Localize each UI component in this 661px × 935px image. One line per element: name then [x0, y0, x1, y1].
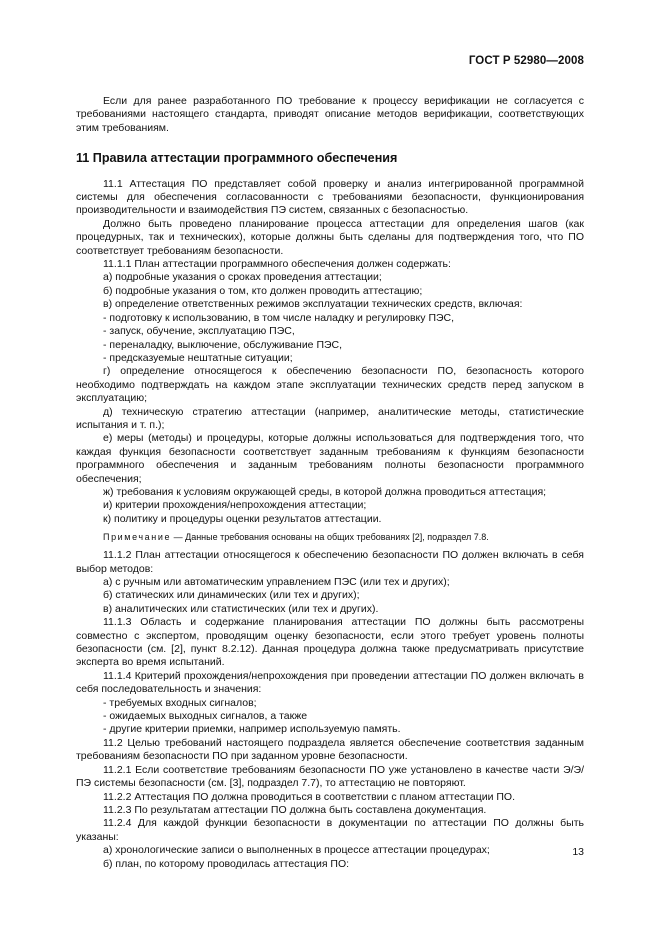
list-item: в) определение ответственных режимов эксплуатации технических средств, включая:: [103, 298, 523, 311]
list-item: б) статических или динамических (или тех и других);: [103, 589, 360, 602]
list-item: - подготовку к использованию, в том числе наладку и регулировку ПЭС,: [103, 311, 455, 324]
note-text: — Данные требования основаны на общих требованиях [2], подраздел 7.8.: [171, 532, 489, 543]
list-item: - ожидаемых выходных сигналов, а также: [103, 710, 308, 723]
page-number: 13: [572, 846, 584, 858]
paragraph: 11.2 Целью требований настоящего подраздела является обеспечение соответствия заданным требованиям безопасности ПО при заданном уровне безопасности.: [76, 736, 584, 763]
standard-header: ГОСТ Р 52980—2008: [468, 55, 584, 67]
paragraph: 11.1 Аттестация ПО представляет собой проверку и анализ интегрированной программной системы для обеспечения согласованности с требованиями безопасности, функционирования производительности и взаимодействия ПЭ систем, связанных с безопасностью.: [76, 177, 584, 217]
paragraph: 11.1.1 План аттестации программного обеспечения должен содержать:: [103, 258, 451, 271]
list-item: к) политику и процедуры оценки результатов аттестации.: [103, 512, 382, 525]
paragraph: 11.1.2 План аттестации относящегося к обеспечению безопасности ПО должен включать в себя выбор методов:: [76, 549, 584, 575]
section-title: 11 Правила аттестации программного обеспечения: [76, 151, 398, 166]
paragraph: 11.2.3 По результатам аттестации ПО должна быть составлена документация.: [103, 803, 487, 816]
list-item: е) меры (методы) и процедуры, которые должны использоваться для подтверждения того, что каждая функция безопасности соответствует заданным требованиям к функциям безопасности программного обеспечения и заданным требованиям полноты безопасности программного обеспечения;: [76, 432, 584, 485]
list-item: - запуск, обучение, эксплуатацию ПЭС,: [103, 325, 295, 338]
list-item: - другие критерии приемки, например используемую память.: [103, 723, 401, 736]
list-item: ж) требования к условиям окружающей среды, в которой должна проводиться аттестация;: [103, 485, 547, 498]
list-item: в) аналитических или статистических (или тех и других).: [103, 602, 379, 615]
paragraph: Должно быть проведено планирование процесса аттестации для определения шагов (как процедурных, так и технических), которые должны быть сделаны для подтверждения того, что ПО соответствует требованиям безопасности.: [76, 217, 584, 257]
list-item: д) техническую стратегию аттестации (например, аналитические методы, статистические испытания и т. п.);: [76, 405, 584, 431]
note: [76, 531, 584, 543]
list-item: и) критерии прохождения/непрохождения аттестации;: [103, 499, 367, 512]
list-item: б) подробные указания о том, кто должен проводить аттестацию;: [103, 284, 423, 297]
paragraph: 11.1.4 Критерий прохождения/непрохождения при проведении аттестации ПО должен включать в себя последовательность и значения:: [76, 669, 584, 696]
paragraph: 11.2.1 Если соответствие требованиям безопасности ПО уже установлено в качестве части Э/Э/ПЭ системы безопасности (см. [3], подраздел 7.7), то аттестацию не повторяют.: [76, 763, 584, 790]
list-item: - предсказуемые нештатные ситуации;: [103, 351, 293, 364]
list-item: - переналадку, выключение, обслуживание ПЭС,: [103, 338, 343, 351]
paragraph: 11.2.2 Аттестация ПО должна проводиться в соответствии с планом аттестации ПО.: [103, 790, 516, 803]
list-item: а) с ручным или автоматическим управлением ПЭС (или тех и других);: [103, 576, 450, 588]
intro-paragraph: Если для ранее разработанного ПО требование к процессу верификации не согласуется с требованиями настоящего стандарта, приводят описание методов верификации, соответствующих этим требованиям.: [76, 95, 584, 134]
paragraph: 11.2.4 Для каждой функции безопасности в документации по аттестации ПО должны быть указаны:: [76, 817, 584, 843]
list-item: а) подробные указания о сроках проведения аттестации;: [103, 271, 382, 284]
list-item: - требуемых входных сигналов;: [103, 696, 257, 709]
paragraph: 11.1.3 Область и содержание планирования аттестации ПО должны быть рассмотрены совместно с экспертом, проводящим оценку безопасности, если этого требует уровень полноты безопасности (см. [2], пункт 8.2.12). Данная процедура должна также предусматривать присутствие эксперта во время испытаний.: [76, 616, 584, 669]
list-item: а) хронологические записи о выполненных в процессе аттестации процедурах;: [103, 844, 490, 857]
list-item: г) определение относящегося к обеспечению безопасности ПО, безопасность которого необходимо подтверждать на каждом этапе эксплуатации технических средств перед запуском в эксплуатацию;: [76, 365, 584, 405]
list-item: б) план, по которому проводилась аттестация ПО:: [103, 857, 350, 870]
page-content: [76, 95, 584, 871]
note-label: Примечание: [103, 532, 172, 543]
